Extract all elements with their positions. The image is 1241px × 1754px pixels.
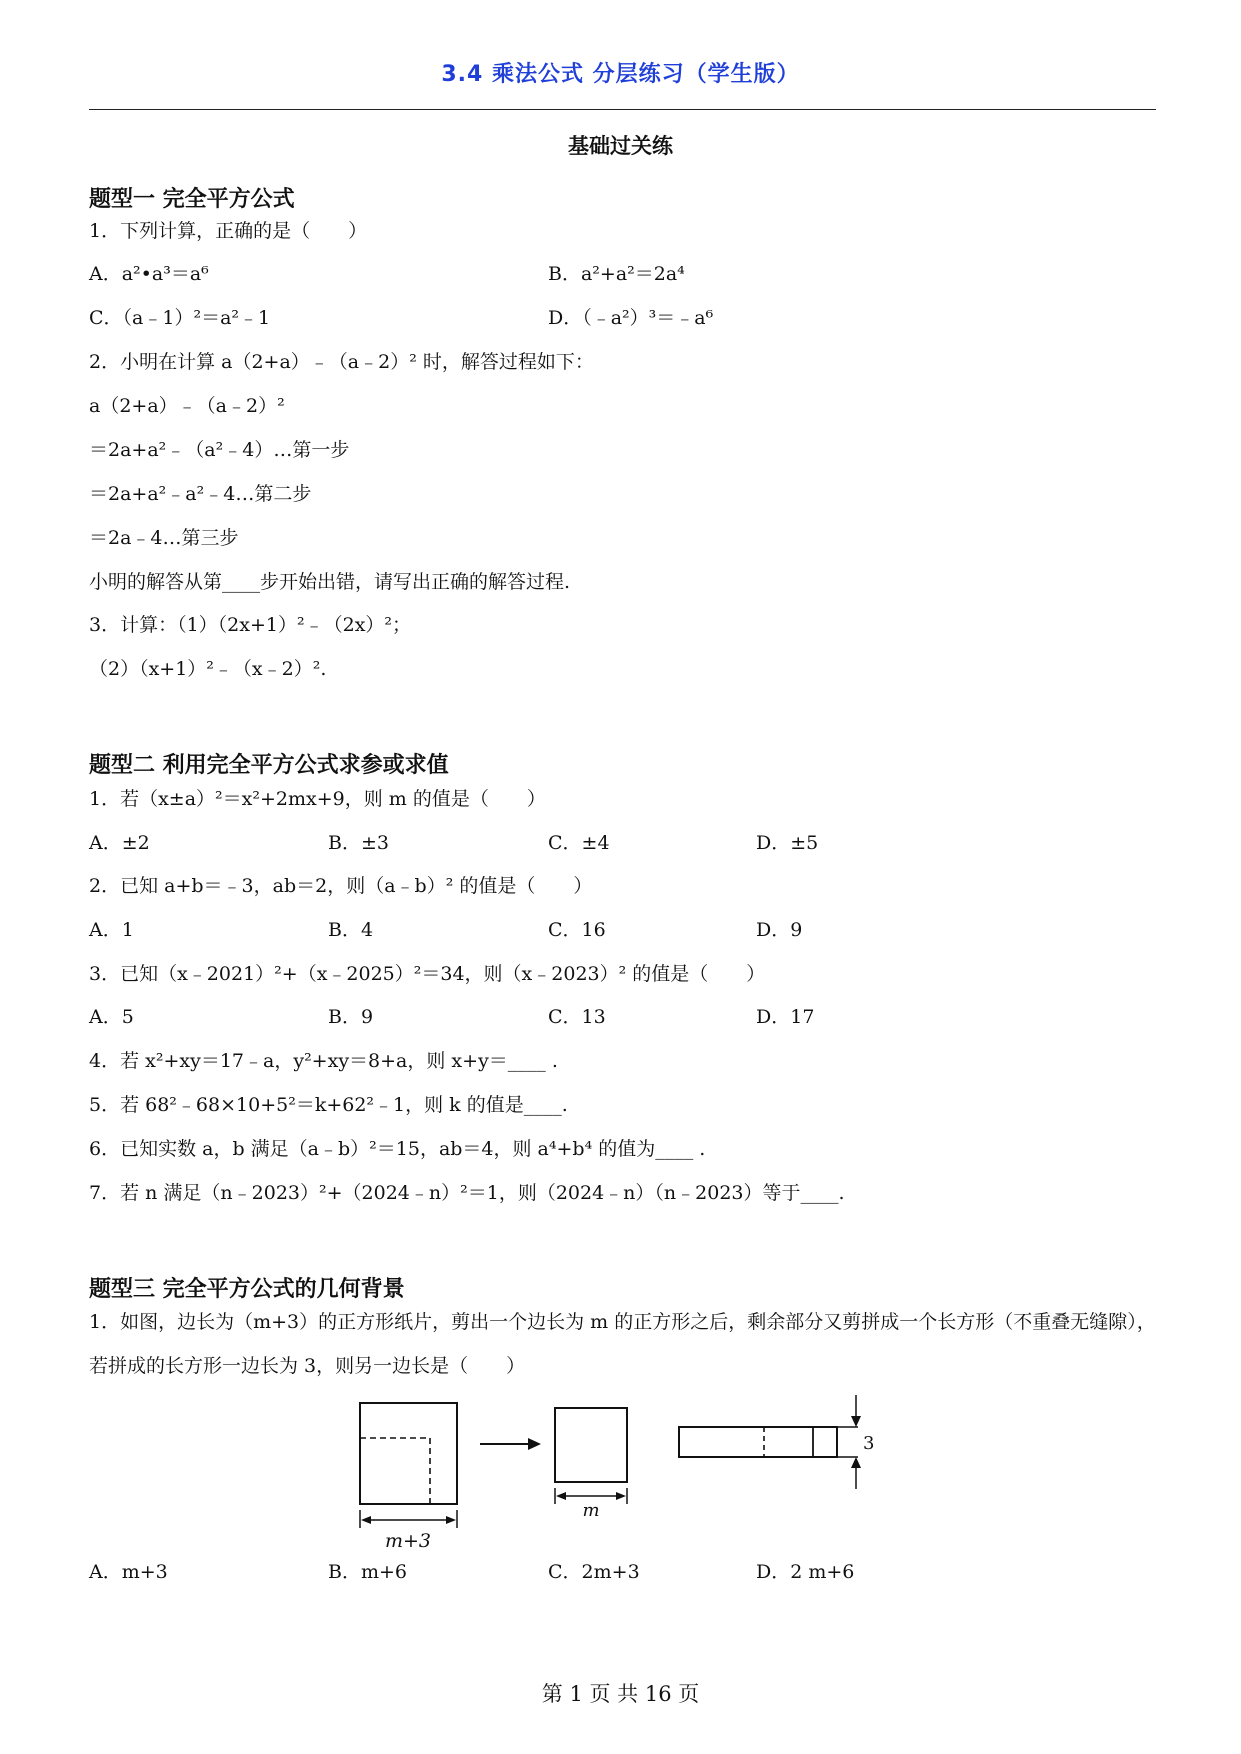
big-square	[360, 1403, 457, 1504]
type3-q1-option: B．m+6	[328, 1561, 407, 1583]
big-square-label: m+3	[384, 1530, 432, 1552]
type2-q6: 6．已知实数 a，b 满足（a﹣b）²＝15，ab＝4，则 a⁴+b⁴ 的值为____ .	[89, 1138, 706, 1160]
type1-heading: 题型一 完全平方公式	[89, 187, 295, 212]
type2-q1-option: B．±3	[328, 832, 389, 854]
type2-q1-option: D．±5	[756, 832, 819, 854]
type2-q3-stem: 3．已知（x﹣2021）²+（x﹣2025）²＝34，则（x﹣2023）² 的值是（ ）	[89, 963, 766, 985]
type1-q3-part2: （2）（x+1）²﹣（x﹣2）².	[89, 658, 327, 680]
type2-q2-option: D．9	[756, 919, 803, 941]
type2-q1-option: A．±2	[89, 832, 150, 854]
type3-q1-option: A．m+3	[89, 1561, 168, 1583]
type2-q1-stem: 1．若（x±a）²＝x²+2mx+9，则 m 的值是（ ）	[89, 788, 546, 810]
type1-q2-step: ＝2a+a²﹣a²﹣4…第二步	[89, 483, 312, 505]
type1-q1-stem: 1．下列计算，正确的是（ ）	[89, 220, 368, 242]
geometry-figure	[345, 1392, 905, 1557]
type2-q2-option: B．4	[328, 919, 374, 941]
type1-q2-step: ＝2a+a²﹣（a²﹣4）…第一步	[89, 439, 350, 461]
type3-q1-option: C．2m+3	[548, 1561, 640, 1583]
type2-q2-option: A．1	[89, 919, 134, 941]
type1-q1-option-b: B．a²+a²＝2a⁴	[548, 263, 685, 285]
type2-heading: 题型二 利用完全平方公式求参或求值	[89, 753, 449, 778]
small-square-label: m	[582, 1500, 600, 1521]
small-square	[555, 1408, 627, 1482]
section-heading: 基础过关练	[568, 134, 673, 158]
type3-heading: 题型三 完全平方公式的几何背景	[89, 1277, 405, 1302]
type2-q3-option: A．5	[89, 1006, 134, 1028]
type1-q2-step: a（2+a）﹣（a﹣2）²	[89, 395, 285, 417]
cut-line	[360, 1438, 430, 1504]
type2-q2-stem: 2．已知 a+b＝﹣3，ab＝2，则（a﹣b）² 的值是（ ）	[89, 875, 593, 897]
page-number: 第 1 页 共 16 页	[541, 1682, 700, 1706]
type1-q1-option-d: D．（﹣a²）³＝﹣a⁶	[548, 307, 714, 329]
type2-q3-option: C．13	[548, 1006, 606, 1028]
type1-q1-option-c: C．（a﹣1）²＝a²﹣1	[89, 307, 271, 329]
type1-q2-ask: 小明的解答从第____步开始出错，请写出正确的解答过程.	[89, 571, 571, 593]
type2-q3-option: B．9	[328, 1006, 374, 1028]
type1-q2-step: ＝2a﹣4…第三步	[89, 527, 239, 549]
type1-q3-part1: 3．计算：（1）（2x+1）²﹣（2x）²；	[89, 614, 412, 636]
type2-q2-option: C．16	[548, 919, 606, 941]
type1-q2-stem: 2．小明在计算 a（2+a）﹣（a﹣2）² 时，解答过程如下：	[89, 351, 594, 373]
header-divider	[89, 109, 1156, 110]
rectangle-side-label: 3	[863, 1433, 875, 1454]
type2-q3-option: D．17	[756, 1006, 815, 1028]
type2-q1-option: C．±4	[548, 832, 610, 854]
type3-q1-option: D．2 m+6	[756, 1561, 855, 1583]
type1-q1-option-a: A．a²•a³＝a⁶	[89, 263, 209, 285]
type2-q5: 5．若 68²﹣68×10+5²＝k+62²﹣1，则 k 的值是____.	[89, 1094, 568, 1116]
type3-q1-stem: 1．如图，边长为（m+3）的正方形纸片，剪出一个边长为 m 的正方形之后，剩余部分又剪拼成一个长方形（不重叠无缝隙），若拼成的长方形一边长为 3，则另一边长是（ ）	[89, 1311, 1156, 1377]
type2-q7: 7．若 n 满足（n﹣2023）²+（2024﹣n）²＝1，则（2024﹣n）（n﹣2023）等于____.	[89, 1182, 845, 1204]
type2-q4: 4．若 x²+xy＝17﹣a，y²+xy＝8+a，则 x+y＝____ .	[89, 1050, 558, 1072]
document-title: 3.4 乘法公式 分层练习（学生版）	[441, 62, 800, 87]
